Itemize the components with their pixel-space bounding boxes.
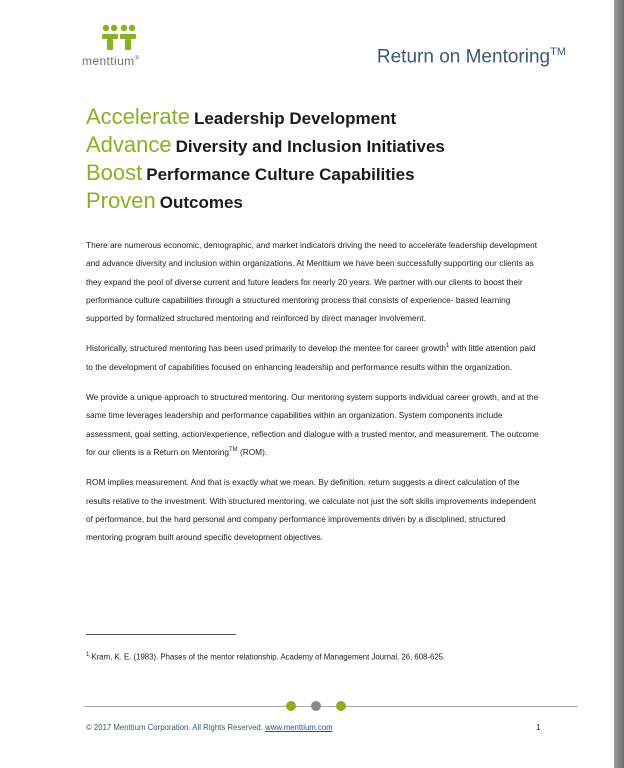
headline-proven — [86, 188, 445, 216]
footer-copyright: © 2017 Menttium Corporation. All Rights Reserved. www.menttium.com — [86, 723, 333, 732]
page-number: 1 — [536, 723, 541, 732]
headline-emphasis: Boost — [86, 160, 143, 185]
paragraph-3: We provide a unique approach to structured mentoring. Our mentoring system supports individual career growth, and at the same time leverages leadership and performance capabilities within an organization. System components include assessment, goal setting, action/experience, reflection and dialogue with a trusted mentor, and measurement. The outcome for our clients is a Return on Mentoring™ (ROM). — [86, 392, 539, 457]
headline-boost — [86, 160, 445, 188]
body-text — [86, 236, 544, 558]
logo-wordmark: menttium® — [82, 54, 140, 68]
headline-emphasis: Advance — [86, 132, 172, 157]
headline-accelerate — [86, 104, 445, 132]
headline-emphasis: Proven — [86, 188, 156, 213]
headline-rest: Diversity and Inclusion Initiatives — [175, 137, 445, 156]
footer-dot-icon — [286, 701, 296, 711]
footnote-divider — [86, 634, 236, 635]
headline-emphasis: Accelerate — [86, 104, 190, 129]
viewer-background — [614, 0, 624, 768]
headline-advance — [86, 132, 445, 160]
footer-dot-icon — [336, 701, 346, 711]
footer-dot-icon — [311, 701, 321, 711]
paragraph-2: Historically, structured mentoring has been used primarily to develop the mentee for career growth$^1$ with little attention paid to the development of capabilities focused on enhancing leadership and performance results within the organization. — [86, 343, 536, 372]
paragraph-4: ROM implies measurement. And that is exactly what we mean. By definition, return suggests a direct calculation of the results relative to the investment. With structured mentoring, we calculate not just the soft skills improvements independent of performance, but the hard personal and company performance improvements driven by a disciplined, structured mentoring program built around specific development objectives. — [86, 477, 537, 543]
headline-rest: Outcomes — [159, 193, 243, 212]
headline-block — [86, 104, 445, 216]
footer-divider — [84, 706, 578, 707]
website-link[interactable]: www.menttium.com — [265, 723, 333, 732]
menttium-logo — [82, 24, 162, 74]
trademark-mark: TM — [228, 447, 238, 454]
footnote: $^1$ Kram, K. E. (1983). Phases of the mentor relationship. Academy of Management Journal, 26, 608-625. — [86, 652, 446, 662]
paragraph-1: There are numerous economic, demographic, and market indicators driving the need to accelerate leadership development and advance diversity and inclusion within organizations. At Menttium we have been successfully supporting our clients as they expand the pool of diverse current and future leaders for nearly 20 years. We partner with our clients to boost their performance culture capabilities through a structured mentoring process that consists of experience- based learning supported by formalized structured mentoring and reinforced by direct manager involvement. — [86, 240, 538, 324]
headline-rest: Leadership Development — [193, 109, 397, 128]
footnote-reference: 1 — [446, 343, 450, 350]
headline-rest: Performance Culture Capabilities — [146, 165, 415, 184]
document-header-title: Return on Mentoring™ — [376, 46, 566, 68]
logo-people-icon — [98, 24, 138, 52]
